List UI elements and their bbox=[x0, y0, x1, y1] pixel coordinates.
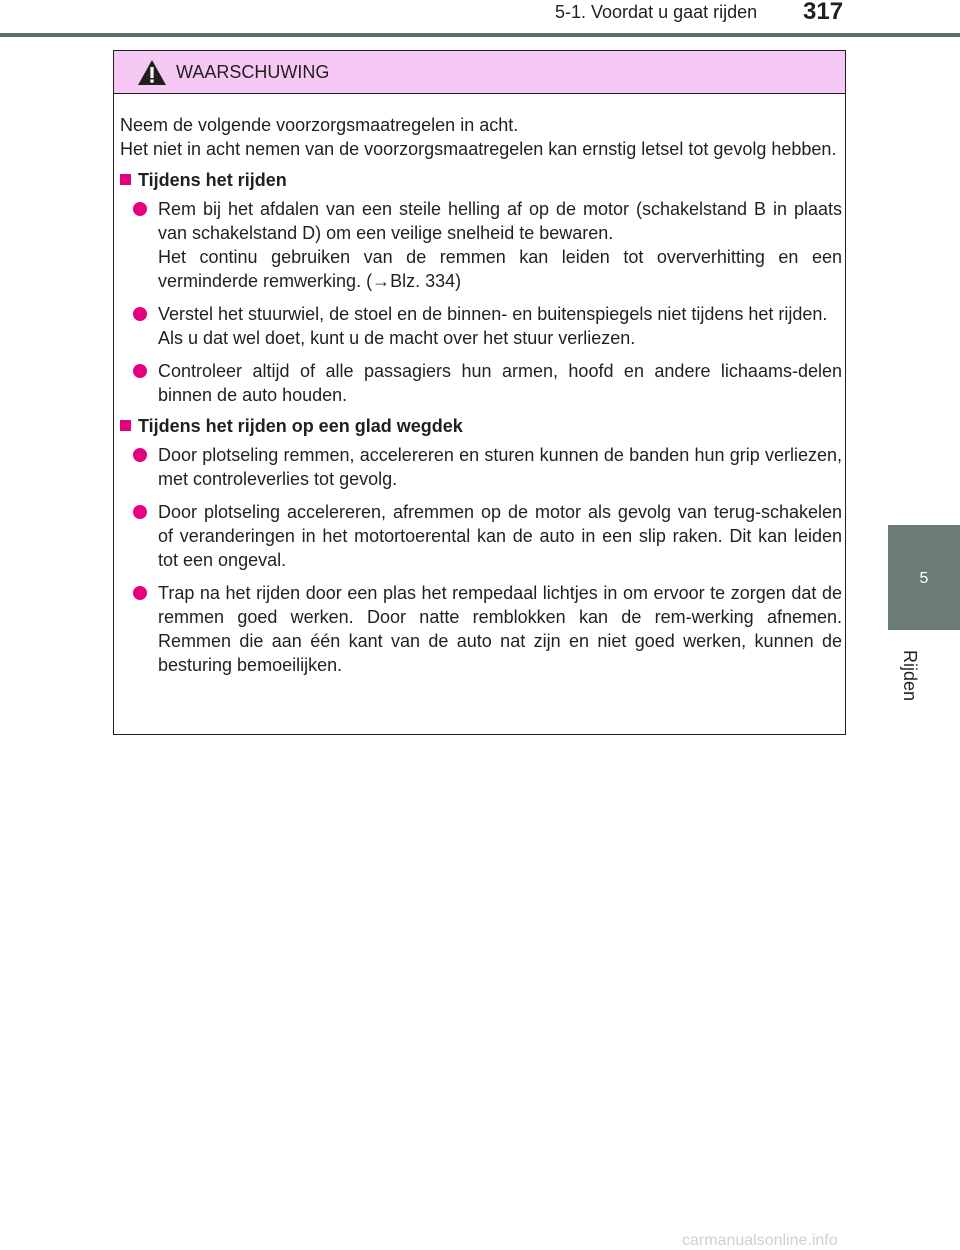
section-heading-text: Tijdens het rijden bbox=[138, 170, 287, 190]
list-item-text: Het continu gebruiken van de remmen kan leiden tot oververhitting en een verminderde remwerking. (→Blz. 334) bbox=[158, 247, 842, 291]
list-item-text: Verstel het stuurwiel, de stoel en de binnen- en buitenspiegels niet tijdens het rijden. bbox=[158, 304, 828, 324]
warning-body bbox=[120, 113, 842, 677]
circle-bullet-icon bbox=[133, 505, 147, 519]
list-item bbox=[120, 581, 842, 677]
list-item-text: Als u dat wel doet, kunt u de macht over het stuur verliezen. bbox=[158, 328, 636, 348]
list-item-text: Door plotseling remmen, accelereren en sturen kunnen de banden hun grip verliezen, met controleverlies tot gevolg. bbox=[158, 445, 842, 489]
warning-title: WAARSCHUWING bbox=[176, 62, 330, 82]
circle-bullet-icon bbox=[133, 307, 147, 321]
square-bullet-icon bbox=[120, 174, 131, 185]
chapter-label-text: Rijden bbox=[900, 649, 921, 701]
section-header-title: 5-1. Voordat u gaat rijden bbox=[555, 2, 758, 22]
chapter-number: 5 bbox=[919, 570, 929, 587]
warning-triangle-icon bbox=[137, 59, 167, 86]
watermark: carmanualsonline.info bbox=[682, 1232, 838, 1249]
list-item-text: Trap na het rijden door een plas het rempedaal lichtjes in om ervoor te zorgen dat de remmen goed werken. Door natte remblokken kan de rem-werking afnemen. Remmen die aan één kant van de auto nat zijn en niet goed werken, kunnen de besturing bemoeilijken. bbox=[158, 583, 842, 675]
intro-line-1: Neem de volgende voorzorgsmaatregelen in acht. bbox=[120, 115, 519, 135]
list-item bbox=[120, 302, 842, 350]
warning-header bbox=[114, 51, 845, 94]
warning-intro bbox=[120, 113, 842, 161]
section-heading-text: Tijdens het rijden op een glad wegdek bbox=[138, 416, 463, 436]
section-heading bbox=[120, 414, 842, 438]
list-item-text: Door plotseling accelereren, afremmen op de motor als gevolg van terug-schakelen of veranderingen in het motortoerental kan de auto in een slip raken. Dit kan leiden tot een ongeval. bbox=[158, 502, 842, 570]
header-divider bbox=[0, 33, 960, 37]
list-item-text: Controleer altijd of alle passagiers hun armen, hoofd en andere lichaams-delen binnen de auto houden. bbox=[158, 361, 842, 405]
circle-bullet-icon bbox=[133, 448, 147, 462]
chapter-tab bbox=[888, 525, 960, 630]
list-item bbox=[120, 359, 842, 407]
list-item-text: Rem bij het afdalen van een steile helling af op de motor (schakelstand B in plaats van schakelstand D) om een veilige snelheid te bewaren. bbox=[158, 199, 842, 243]
warning-box bbox=[113, 50, 846, 735]
circle-bullet-icon bbox=[133, 202, 147, 216]
intro-line-2: Het niet in acht nemen van de voorzorgsmaatregelen kan ernstig letsel tot gevolg hebben. bbox=[120, 139, 837, 159]
list-item bbox=[120, 500, 842, 572]
chapter-label bbox=[900, 640, 920, 710]
list-item bbox=[120, 197, 842, 293]
section-heading bbox=[120, 168, 842, 192]
square-bullet-icon bbox=[120, 420, 131, 431]
list-item bbox=[120, 443, 842, 491]
circle-bullet-icon bbox=[133, 586, 147, 600]
page-number: 317 bbox=[803, 0, 844, 25]
circle-bullet-icon bbox=[133, 364, 147, 378]
